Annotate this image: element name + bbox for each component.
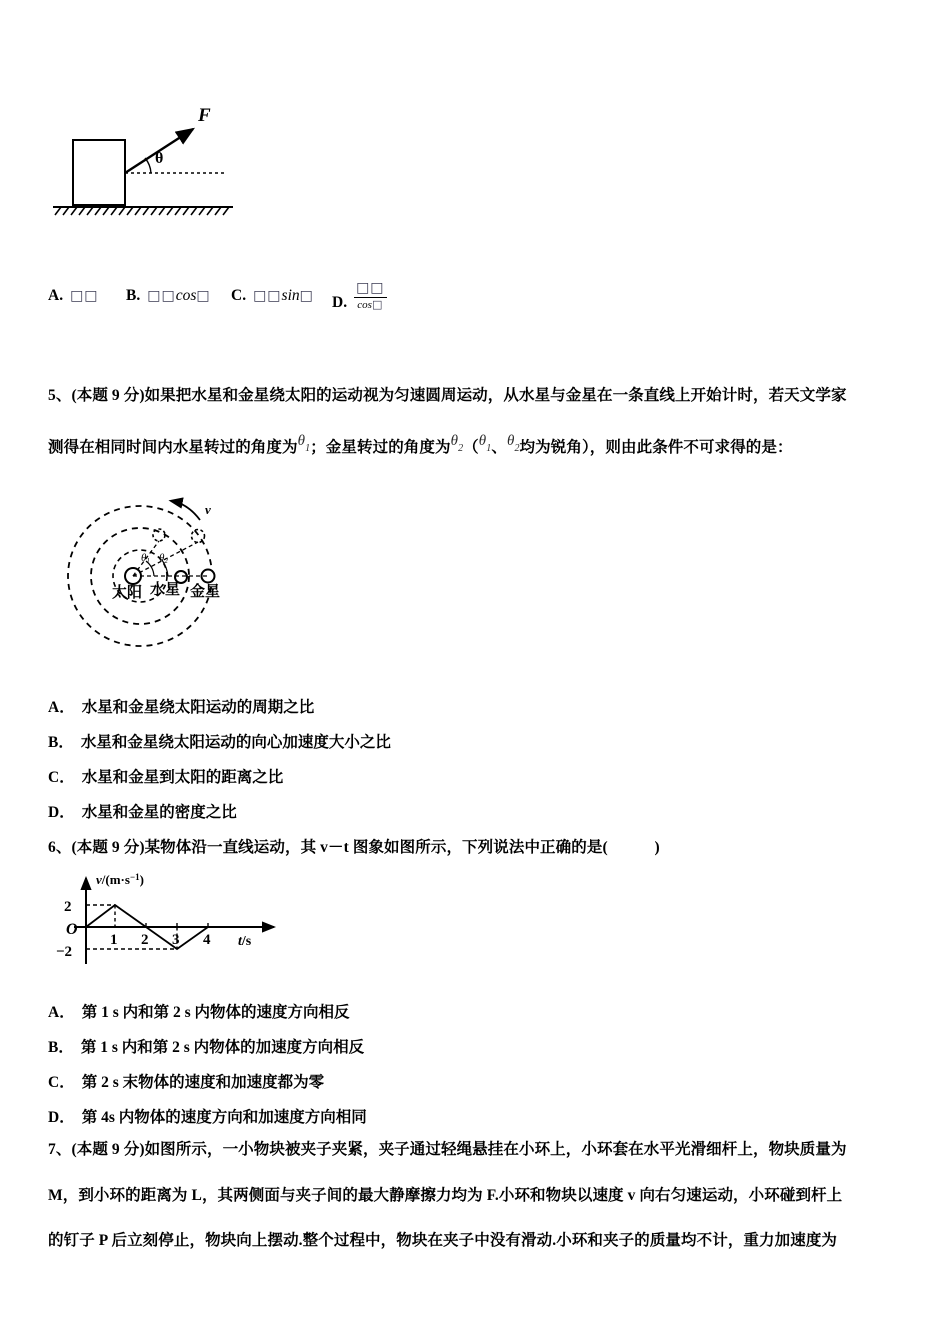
question7-line1 [48, 1142, 847, 1158]
option-d-fraction [354, 281, 386, 311]
xtick-label-2: 2 [141, 932, 149, 948]
option-d-denominator [354, 298, 386, 311]
question5-line2-d: 、 [491, 439, 507, 456]
question6-stem: 某物体沿一直线运动，其 v－t 图象如图所示，下列说法中正确的是( ) [144, 839, 660, 856]
question5-line2-c: （ [463, 439, 479, 456]
mercury-label: 水星 [150, 582, 181, 598]
question6-option-d-label: D． [48, 1109, 75, 1126]
block-force-diagram-svg [45, 95, 260, 220]
question7-line2-text: M，到小环的距离为 L，其两侧面与夹子间的最大静摩擦力均为 F.小环和物块以速度 v 向右匀速运动，小环碰到杆上 [48, 1187, 843, 1204]
question6-option-a[interactable] [48, 1005, 350, 1021]
option-d-label: D. [332, 293, 348, 311]
figure-block-on-ground [45, 95, 260, 220]
question5-points: (本题 9 分) [71, 387, 145, 404]
question5-option-a-label: A． [48, 699, 75, 716]
option-c-expr-prefix: □□ [253, 288, 282, 304]
option-c[interactable] [231, 288, 314, 304]
figure-solar-orbits [62, 488, 292, 658]
figure-velocity-time-graph [52, 866, 317, 971]
option-c-expr-suffix: □ [299, 288, 314, 304]
question5-theta1-repeat: $\theta_1$ [478, 433, 492, 454]
question6-option-c-label: C． [48, 1074, 75, 1091]
question5-line2-a: 测得在相同时间内水星转过的角度为 [48, 439, 298, 456]
question5-theta2: $\theta_2$ [450, 433, 464, 454]
question6-points: (本题 9 分) [71, 839, 145, 856]
question6-option-b-label: B． [48, 1039, 74, 1056]
ytick-label-2: 2 [64, 899, 72, 915]
ground-hatching [55, 207, 229, 215]
question6-option-d-text: 第 4s 内物体的速度方向和加速度方向相同 [81, 1109, 367, 1126]
question5-option-a-text: 水星和金星绕太阳运动的周期之比 [81, 699, 315, 716]
option-b[interactable] [126, 288, 211, 304]
xtick-label-1: 1 [110, 932, 118, 948]
venus-label: 金星 [190, 584, 221, 600]
question6-option-a-label: A． [48, 1004, 75, 1021]
y-axis-label: $v/(m\cdot s^{-1})$ [96, 872, 144, 887]
angle1-label: θ1 [141, 552, 150, 565]
option-a-expr: □□ [70, 288, 99, 304]
question5-number: 5、 [48, 387, 72, 404]
question5-theta1: $\theta_1$ [297, 433, 311, 454]
option-b-label: B. [126, 287, 141, 304]
option-d[interactable] [332, 280, 387, 318]
question6-option-b[interactable] [48, 1040, 364, 1056]
question6-option-c-text: 第 2 s 末物体的速度和加速度都为零 [81, 1074, 325, 1091]
question5-line2-b: ；金星转过的角度为 [310, 439, 451, 456]
ytick-label-neg2: −2 [56, 944, 73, 960]
question5-line1 [48, 388, 847, 404]
question7-number: 7、 [48, 1141, 72, 1158]
question6-option-b-text: 第 1 s 内和第 2 s 内物体的加速度方向相反 [80, 1039, 365, 1056]
question5-option-a[interactable] [48, 700, 314, 716]
question7-points: (本题 9 分) [71, 1141, 145, 1158]
question5-option-b-label: B． [48, 734, 74, 751]
question6-line1 [48, 840, 660, 856]
question5-line2 [48, 433, 793, 459]
question7-line3 [48, 1233, 837, 1249]
orbit-diagram-svg [62, 488, 292, 658]
question5-option-d[interactable] [48, 805, 237, 821]
option-d-numerator: □□ [354, 281, 386, 298]
question5-option-d-label: D． [48, 804, 75, 821]
option-c-expr-fn: sin [281, 287, 300, 304]
question6-number: 6、 [48, 839, 72, 856]
question5-option-b-text: 水星和金星绕太阳运动的向心加速度大小之比 [80, 734, 391, 751]
angle-arc [145, 158, 151, 173]
question7-line3-text: 的钉子 P 后立刻停止，物块向上摆动.整个过程中，物块在夹子中没有滑动.小环和夹子的质量均不计，重力加速度为 [48, 1232, 838, 1249]
angle2-label: θ2 [159, 552, 168, 565]
velocity-arrow [172, 501, 200, 520]
sun-label: 太阳 [112, 585, 143, 601]
velocity-label: v [205, 502, 211, 517]
option-b-expr-suffix: □ [196, 288, 211, 304]
question5-stem: 如果把水星和金星绕太阳的运动视为匀速圆周运动，从水星与金星在一条直线上开始计时，若天文学家 [144, 387, 847, 404]
option-c-label: C. [231, 287, 247, 304]
question5-option-c[interactable] [48, 770, 283, 786]
question5-option-b[interactable] [48, 735, 391, 751]
xtick-label-4: 4 [203, 932, 211, 948]
question6-option-c[interactable] [48, 1075, 324, 1091]
question7-stem: 如图所示，一小物块被夹子夹紧，夹子通过轻绳悬挂在小环上，小环套在水平光滑细杆上，物块质量为 [144, 1141, 847, 1158]
question5-option-c-text: 水星和金星到太阳的距离之比 [81, 769, 284, 786]
question4-options-row [48, 278, 448, 323]
option-d-denominator-fn: cos [357, 299, 372, 312]
origin-label: O [66, 921, 78, 938]
question6-option-d[interactable] [48, 1110, 367, 1126]
question5-option-d-text: 水星和金星的密度之比 [81, 804, 237, 821]
option-b-expr-prefix: □□ [147, 288, 176, 304]
question6-option-a-text: 第 1 s 内和第 2 s 内物体的速度方向相反 [81, 1004, 350, 1021]
option-d-denominator-arg: □ [371, 298, 384, 312]
question5-option-c-label: C． [48, 769, 75, 786]
option-a[interactable] [48, 288, 99, 304]
xtick-label-3: 3 [172, 932, 180, 948]
block-rect [73, 140, 125, 205]
angle-label: θ [155, 150, 164, 167]
option-a-label: A. [48, 287, 64, 304]
force-label: F [198, 105, 211, 126]
x-axis-label: t/s [238, 934, 252, 949]
question5-theta2-repeat: $\theta_2$ [506, 433, 520, 454]
question7-line2 [48, 1188, 842, 1204]
question5-line2-e: 均为锐角），则由此条件不可求得的是： [519, 439, 793, 456]
option-b-expr-fn: cos [175, 287, 197, 304]
vt-chart-svg [52, 866, 317, 971]
